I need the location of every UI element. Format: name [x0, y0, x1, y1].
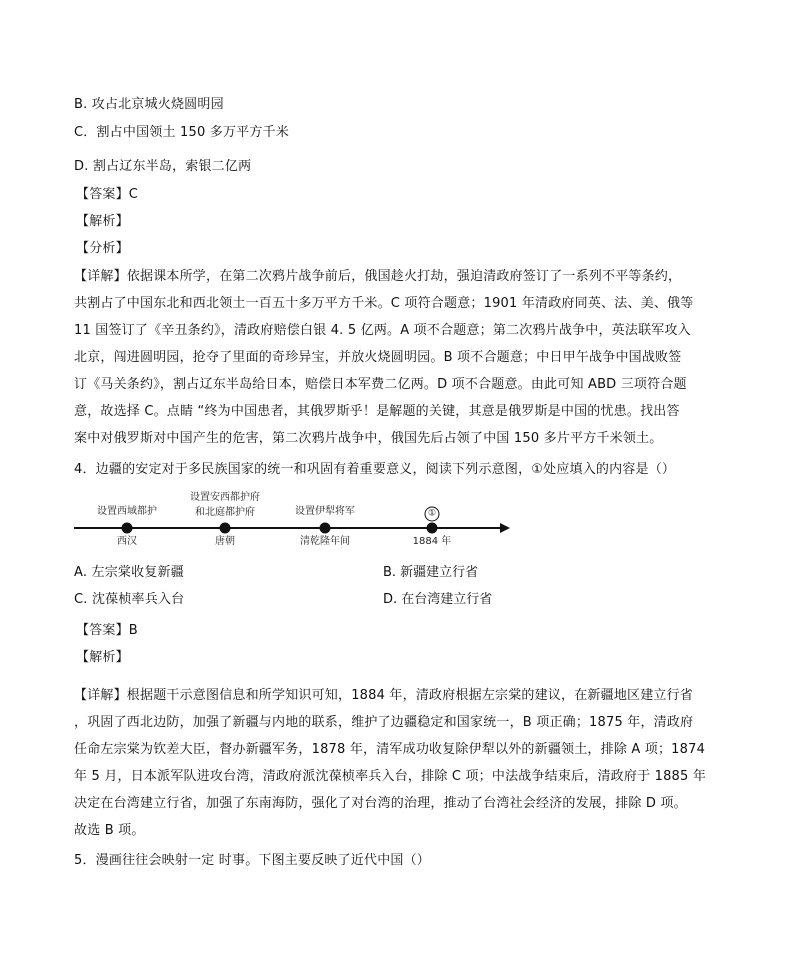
q3-analysis-label: 【解析】 [76, 214, 129, 229]
timeline-dot [220, 523, 231, 534]
q4-detail-line: 任命左宗棠为钦差大臣，督办新疆军务，1878 年，清军成功收复除伊犁以外的新疆领土，排除 A 项；1874 [74, 742, 706, 757]
q4-detail-line: 【详解】根据题干示意图信息和所学知识可知，1884 年，清政府根据左宗棠的建议，在新疆地区建立行省 [74, 688, 694, 703]
q4-detail-line: 决定在台湾建立行省，加强了东南海防，强化了对台湾的治理，推动了台湾社会经济的发展，排除 D 项。 [74, 796, 687, 811]
q3-detail-line: 订《马关条约》，割占辽东半岛给日本，赔偿日本军费二亿两。D 项不合题意。由此可知 ABD 三项符合题 [74, 377, 687, 392]
q4-analysis-label: 【解析】 [76, 650, 129, 665]
q4-detail-line: 年 5 月，日本派军队进攻台湾，清政府派沈葆桢率兵入台，排除 C 项；中法战争结束后，清政府于 1885 年 [74, 769, 707, 784]
q4-option-c: C. 沈葆桢率兵入台 [74, 592, 185, 607]
q4-option-a: A. 左宗棠收复新疆 [74, 565, 184, 580]
q4-option-b: B. 新疆建立行省 [383, 565, 479, 580]
q3-detail-line: 意，故选择 C。点睛 “终为中国患者，其俄罗斯乎！是解题的关键，其意是俄罗斯是中国的忧患。找出答 [74, 404, 680, 419]
timeline-dot [122, 523, 133, 534]
timeline-period-label: 1884 年 [412, 536, 452, 547]
q3-detail-line: 案中对俄罗斯对中国产生的危害，第二次鸦片战争中，俄国先后占领了中国 150 多片平方千米领土。 [74, 431, 663, 446]
q3-fenxi-label: 【分析】 [76, 241, 129, 256]
timeline-period-label: 清乾隆年间 [300, 536, 350, 547]
q3-detail-line: 共割占了中国东北和西北领土一百五十多万平方千米。C 项符合题意；1901 年清政府同英、法、美、俄等 [74, 296, 694, 311]
q3-option-d: D. 割占辽东半岛，索银二亿两 [74, 159, 252, 174]
timeline-dot [320, 523, 331, 534]
q3-answer: 【答案】C [76, 187, 139, 202]
q4-answer: 【答案】B [76, 623, 138, 638]
timeline-axis [74, 527, 502, 529]
timeline-blank-marker: ① [425, 507, 440, 522]
timeline-event-label: 设置西域都护 [97, 506, 157, 517]
timeline-event-label: 设置伊犁将军 [295, 506, 355, 517]
q3-option-c: C．割占中国领土 150 多万平方千米 [74, 125, 289, 140]
timeline-arrow-icon [500, 523, 510, 533]
q3-detail-line: 【详解】依据课本所学，在第二次鸦片战争前后，俄国趁火打劫，强迫清政府签订了一系列不平等条约， [74, 269, 682, 284]
q4-option-d: D. 在台湾建立行省 [383, 592, 493, 607]
q4-detail-line: 故选 B 项。 [74, 823, 145, 838]
q3-option-b: B. 攻占北京城火烧圆明园 [74, 97, 224, 112]
timeline-period-label: 唐朝 [215, 536, 235, 547]
timeline-dot [427, 523, 438, 534]
timeline-event-label: 设置安西都护府 和北庭都护府 [190, 492, 260, 518]
q3-detail-line: 北京，闯进圆明园，抢夺了里面的奇珍异宝，并放火烧圆明园。B 项不合题意；中日甲午战争中国战败签 [74, 350, 682, 365]
q4-stem: 4．边疆的安定对于多民族国家的统一和巩固有着重要意义，阅读下列示意图，①处应填入的内容是（） [74, 462, 676, 477]
q5-stem: 5．漫画往往会映射一定 时事。下图主要反映了近代中国（） [74, 853, 431, 868]
q4-detail-line: ，巩固了西北边防，加强了新疆与内地的联系，维护了边疆稳定和国家统一，B 项正确；1875 年，清政府 [74, 715, 694, 730]
timeline-period-label: 西汉 [117, 536, 137, 547]
q3-detail-line: 11 国签订了《辛丑条约》，清政府赔偿白银 4. 5 亿两。A 项不合题意；第二次鸦片战争中，英法联军攻入 [74, 323, 691, 338]
